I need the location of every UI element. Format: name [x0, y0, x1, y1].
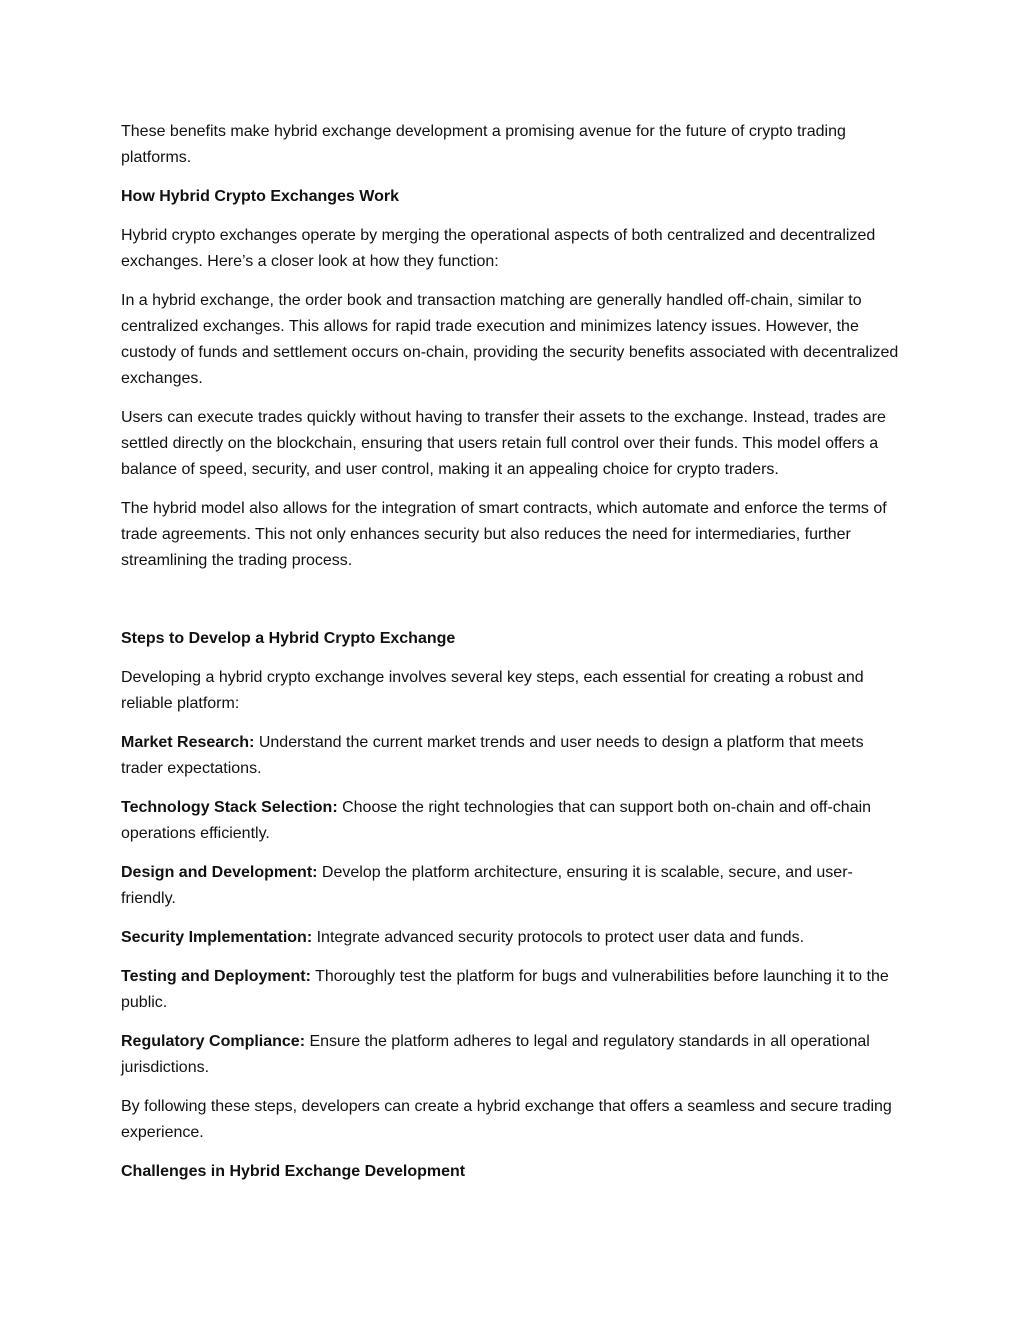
- heading-how-hybrid-exchanges-work: How Hybrid Crypto Exchanges Work: [121, 188, 399, 205]
- intro-paragraph: These benefits make hybrid exchange development a promising avenue for the future of crypto trading platforms.: [121, 123, 846, 166]
- step-technology-stack: [121, 795, 907, 847]
- heading-challenges: Challenges in Hybrid Exchange Development: [121, 1163, 466, 1180]
- section-spacer: [121, 587, 907, 626]
- step-text: Choose the right technologies that can support both on-chain and off-chain operations efficiently.: [121, 799, 872, 842]
- steps-outro-paragraph: By following these steps, developers can create a hybrid exchange that offers a seamless and secure trading experience.: [121, 1098, 892, 1141]
- how-paragraph-4: The hybrid model also allows for the integration of smart contracts, which automate and enforce the terms of trade agreements. This not only enhances security but also reduces the need for intermediaries, further streamlining the trading process.: [121, 500, 887, 569]
- heading-steps-to-develop: Steps to Develop a Hybrid Crypto Exchange: [121, 630, 456, 647]
- step-term: Security Implementation:: [121, 929, 313, 946]
- steps-intro-paragraph: Developing a hybrid crypto exchange involves several key steps, each essential for creating a robust and reliable platform:: [121, 669, 864, 712]
- document-page: [121, 119, 907, 1198]
- step-term: Testing and Deployment:: [121, 968, 311, 985]
- step-regulatory-compliance: [121, 1029, 907, 1081]
- step-design-development: [121, 860, 907, 912]
- step-text: Understand the current market trends and user needs to design a platform that meets trader expectations.: [121, 734, 864, 777]
- how-paragraph-3: Users can execute trades quickly without having to transfer their assets to the exchange. Instead, trades are settled directly on the blockchain, ensuring that users retain full control over their funds. This model offers a balance of speed, security, and user control, making it an appealing choice for crypto traders.: [121, 409, 886, 478]
- how-paragraph-2: In a hybrid exchange, the order book and transaction matching are generally handled off-chain, similar to centralized exchanges. This allows for rapid trade execution and minimizes latency issues. However, the custody of funds and settlement occurs on-chain, providing the security benefits associated with decentralized exchanges.: [121, 292, 899, 387]
- step-term: Design and Development:: [121, 864, 318, 881]
- step-term: Regulatory Compliance:: [121, 1033, 306, 1050]
- step-testing-deployment: [121, 964, 907, 1016]
- step-market-research: [121, 730, 907, 782]
- step-text: Integrate advanced security protocols to protect user data and funds.: [312, 929, 805, 946]
- step-text: Ensure the platform adheres to legal and regulatory standards in all operational jurisdictions.: [121, 1033, 870, 1076]
- step-term: Technology Stack Selection:: [121, 799, 338, 816]
- step-text: Thoroughly test the platform for bugs and vulnerabilities before launching it to the public.: [121, 968, 889, 1011]
- how-paragraph-1: Hybrid crypto exchanges operate by merging the operational aspects of both centralized and decentralized exchanges. Here’s a closer look at how they function:: [121, 227, 876, 270]
- step-term: Market Research:: [121, 734, 255, 751]
- step-security-implementation: [121, 925, 907, 951]
- step-text: Develop the platform architecture, ensuring it is scalable, secure, and user-friendly.: [121, 864, 853, 907]
